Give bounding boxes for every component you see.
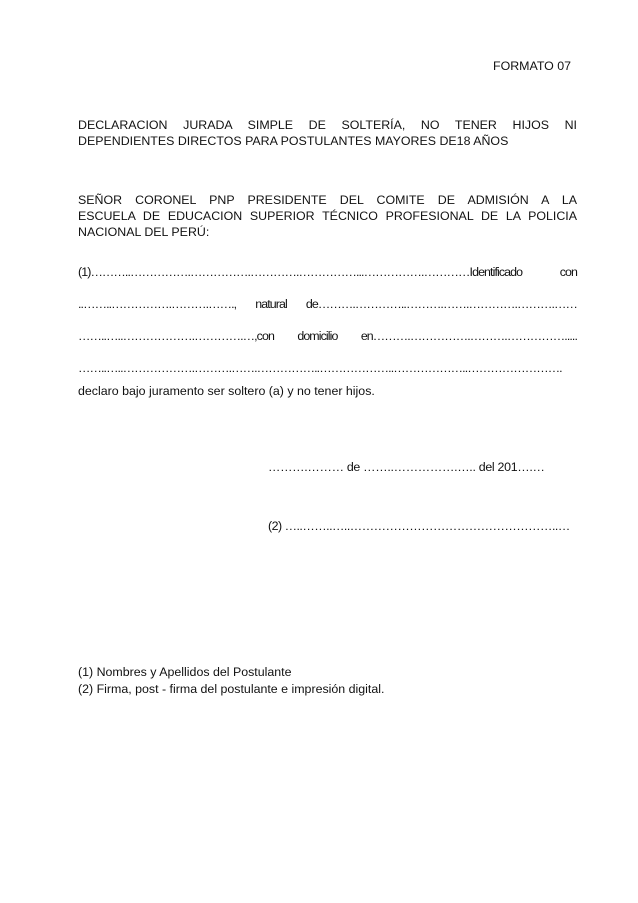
date-line: ……….……… de ……..…………….….. del 201….…: [268, 460, 545, 474]
addressee-line-2: ESCUELA DE EDUCACION SUPERIOR TÉCNICO PROFESIONAL DE LA POLICIA: [78, 209, 577, 223]
title-line-1: DECLARACION JURADA SIMPLE DE SOLTERÍA, NO TENER HIJOS NI: [78, 118, 577, 132]
address-continuation-line: ……..…..……………….……….…….……………..………………..………………..…………………….: [78, 361, 562, 375]
format-code: FORMATO 07: [493, 59, 572, 73]
name-field-line: (1)………..…………….…………….………….……………...…………….…………Identificado con: [78, 265, 577, 279]
addressee-line-3: NACIONAL DEL PERÚ:: [78, 225, 210, 239]
addressee-line-1: SEÑOR CORONEL PNP PRESIDENTE DEL COMITE DE ADMISIÓN A LA: [78, 193, 577, 207]
footnote-2: (2) Firma, post - firma del postulante e impresión digital.: [78, 682, 385, 696]
title-line-2: DEPENDIENTES DIRECTOS PARA POSTULANTES MAYORES DE18 AÑOS: [78, 134, 509, 148]
address-field-line: ……..…..……………….………….…,con domicilio en……….…………….……….…………….....: [78, 329, 577, 343]
footnote-1: (1) Nombres y Apellidos del Postulante: [78, 665, 292, 679]
nationality-field-line: ..……..…………….……….……., natural de……….…………..……….…….………….……….……: [78, 297, 577, 311]
signature-line: (2) …..……..…..……………………………………………..…: [268, 519, 570, 533]
declaration-statement: declaro bajo juramento ser soltero (a) y no tener hijos.: [78, 384, 375, 398]
